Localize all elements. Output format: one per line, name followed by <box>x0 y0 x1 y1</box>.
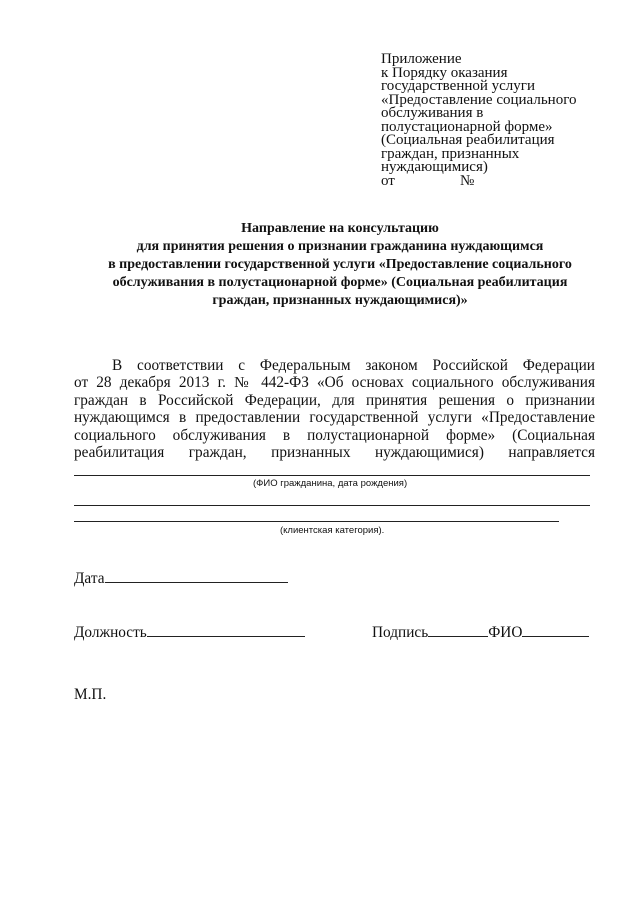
date-field <box>74 569 288 588</box>
fio-underline <box>74 475 590 476</box>
appendix-line: государственной услуги <box>381 78 535 94</box>
appendix-line: полустационарной форме» <box>381 118 553 135</box>
body-line: социального обслуживания в полустационарной форме» (Социальная <box>74 426 595 444</box>
appendix-number-label: № <box>460 172 475 189</box>
position-blank-line <box>147 623 305 637</box>
signature-fio-field <box>372 623 589 642</box>
position-field <box>74 623 305 642</box>
body-line: граждан в Российской Федерации, для принятия решения о признании <box>74 391 595 409</box>
appendix-line: к Порядку оказания <box>381 64 508 81</box>
fio-blank-line <box>522 623 589 637</box>
blank-underline <box>74 505 590 506</box>
appendix-ot-label: от <box>381 172 395 189</box>
body-line: нуждающимся в предоставлении государственной услуги «Предоставление <box>74 409 595 427</box>
body-line: В соответствии с Федеральным законом Российской Федерации <box>112 357 595 374</box>
category-caption: (клиентская категория). <box>280 525 385 536</box>
appendix-block <box>381 53 621 188</box>
body-paragraph <box>74 357 595 461</box>
fio-caption: (ФИО гражданина, дата рождения) <box>253 478 408 489</box>
appendix-line: нуждающимися) <box>381 159 488 175</box>
body-line: реабилитация граждан, признанных нуждающимися) направляется <box>74 443 595 461</box>
signature-blank-line <box>428 623 488 637</box>
appendix-line: (Социальная реабилитация <box>381 132 555 148</box>
appendix-line: Приложение <box>381 51 462 67</box>
title-line: в предоставлении государственной услуги «Предоставление социального <box>108 257 572 272</box>
appendix-date-number-line <box>381 172 621 189</box>
position-label: Должность <box>74 624 147 641</box>
title-line: граждан, признанных нуждающимися)» <box>212 293 468 308</box>
signature-label: Подпись <box>372 624 429 641</box>
document-title <box>60 220 620 310</box>
title-line: Направление на консультацию <box>241 221 439 236</box>
fio-label: ФИО <box>488 624 523 641</box>
category-underline <box>74 521 559 522</box>
appendix-line: обслуживания в <box>381 105 484 121</box>
stamp-label: М.П. <box>74 686 107 703</box>
title-line: обслуживания в полустационарной форме» (Социальная реабилитация <box>112 275 568 290</box>
date-blank-line <box>105 569 288 583</box>
date-label: Дата <box>74 570 105 587</box>
body-line: от 28 декабря 2013 г. № 442-ФЗ «Об основах социального обслуживания <box>74 374 595 392</box>
title-line: для принятия решения о признании гражданина нуждающимся <box>136 239 544 254</box>
appendix-line: граждан, признанных <box>381 145 520 162</box>
appendix-line: «Предоставление социального <box>381 91 577 108</box>
